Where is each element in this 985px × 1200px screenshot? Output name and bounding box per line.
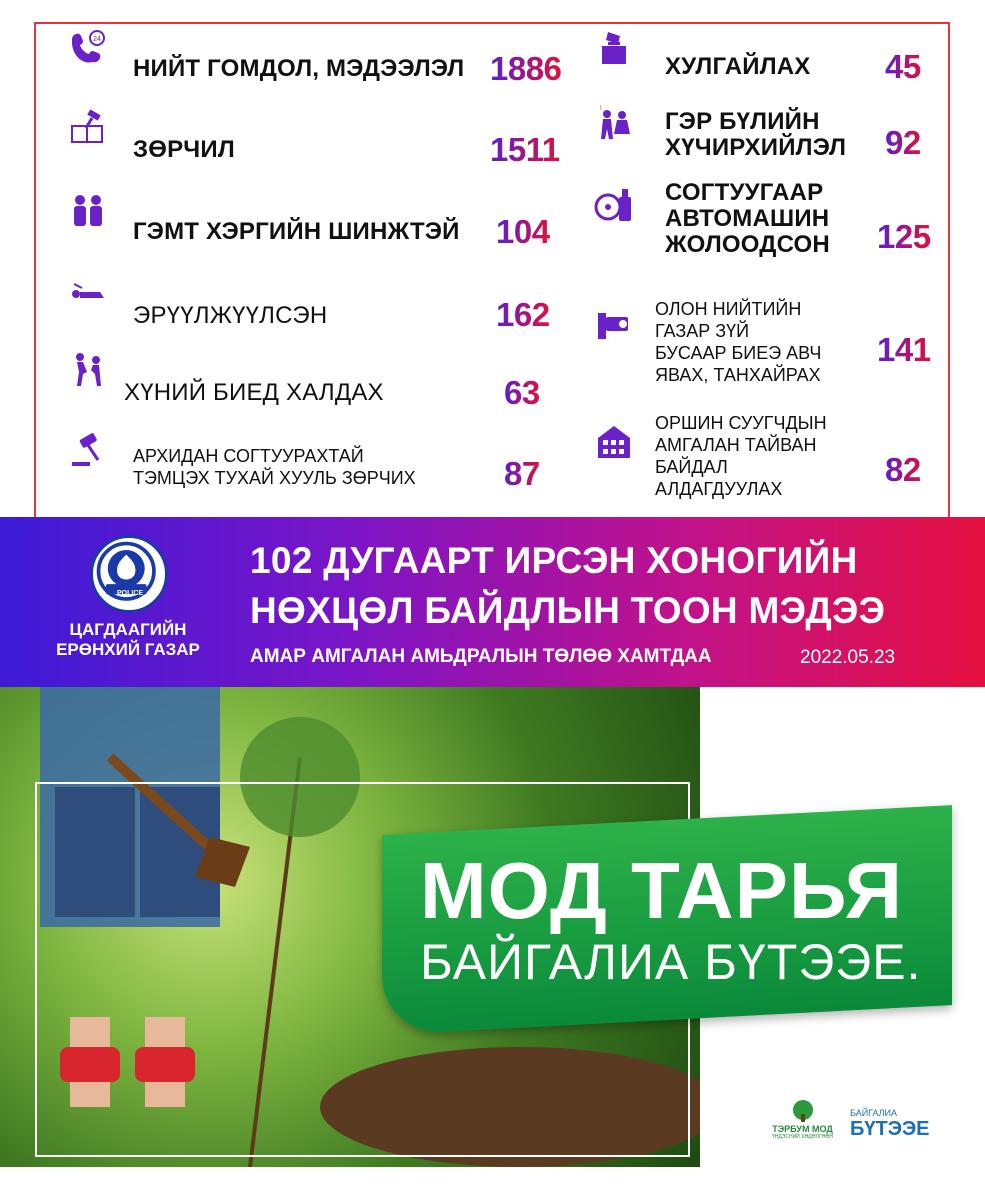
stat-value: 1511	[490, 131, 560, 168]
organization-name	[38, 620, 218, 661]
org-line: ЦАГДААГИЙН	[69, 620, 187, 639]
logo-text: POLICE	[116, 590, 144, 597]
stat-value: 92	[885, 124, 921, 161]
stat-label-line: БАЙДАЛ	[655, 456, 728, 477]
police-emblem-icon	[93, 538, 165, 610]
stat-value: 104	[496, 213, 550, 250]
banner-date: 2022.05.23	[800, 647, 896, 668]
logo-line: БАЙГАЛИА	[850, 1108, 898, 1118]
stat-label-line: ОЛОН НИЙТИЙН	[655, 299, 802, 319]
tree-logo-icon	[783, 1100, 823, 1122]
stat-label: ГЭМТ ХЭРГИЙН ШИНЖТЭЙ	[133, 218, 460, 245]
stat-value: 82	[885, 451, 921, 488]
stat-label-line: ЯВАХ, ТАНХАЙРАХ	[655, 364, 821, 385]
stat-value: 1886	[490, 50, 562, 87]
stat-label	[665, 180, 830, 258]
stat-label-line: СОГТУУГААР	[665, 179, 824, 206]
stat-label-line: ЖОЛООДСОН	[665, 230, 830, 258]
lying-person-icon	[66, 270, 110, 314]
stat-label-line: ГЭР БҮЛИЙН	[665, 108, 820, 135]
stat-label: ЗӨРЧИЛ	[133, 136, 235, 163]
apartment-icon	[592, 420, 636, 464]
stat-label-line: АМГАЛАН ТАЙВАН	[655, 434, 817, 455]
stat-label: ХҮНИЙ БИЕД ХАЛДАХ	[124, 379, 384, 406]
stat-label: НИЙТ ГОМДОЛ, МЭДЭЭЛЭЛ	[133, 55, 465, 82]
stat-value: 63	[504, 374, 540, 411]
violation-icon	[66, 106, 110, 150]
banner-title-line: НӨХЦӨЛ БАЙДЛЫН ТООН МЭДЭЭ	[250, 590, 886, 631]
cctv-icon	[592, 303, 636, 347]
campaign-subtitle: БАЙГАЛИА БҮТЭЭЕ.	[420, 934, 922, 990]
baigalia-buteee-logo	[850, 1108, 930, 1141]
campaign-title: МОД ТАРЬЯ	[420, 846, 903, 935]
stat-value: 125	[877, 218, 931, 255]
drunk-driving-icon	[592, 183, 636, 227]
domestic-violence-icon	[592, 102, 636, 146]
stat-value: 141	[877, 331, 931, 368]
theft-icon	[592, 26, 636, 70]
stat-label	[133, 446, 416, 490]
stat-label-line: АВТОМАШИН	[665, 204, 830, 232]
police-officers-icon	[66, 188, 110, 232]
stat-value: 162	[496, 296, 550, 333]
logo-line: ТЭРБУМ МОД	[772, 1124, 833, 1134]
logo-line: ҮНДЭСНИЙ ХӨДӨЛГӨӨН	[772, 1134, 834, 1140]
stat-label	[665, 109, 846, 161]
banner-title-line: 102 ДУГААРТ ИРСЭН ХОНОГИЙН	[250, 540, 858, 581]
stat-label-line: АЛДАГДУУЛАХ	[655, 478, 783, 499]
stat-label-line: ТЭМЦЭХ ТУХАЙ ХУУЛЬ ЗӨРЧИХ	[133, 467, 416, 488]
stat-label: ЭРҮҮЛЖҮҮЛСЭН	[133, 302, 328, 329]
logo-line: БҮТЭЭЕ	[850, 1118, 930, 1140]
banner-slogan: АМАР АМГАЛАН АМЬДРАЛЫН ТӨЛӨӨ ХАМТДАА	[250, 646, 712, 667]
police-logo	[90, 535, 168, 613]
terbum-mod-logo	[772, 1100, 833, 1140]
gavel-icon	[66, 428, 110, 472]
stat-label-line: ХҮЧИРХИЙЛЭЛ	[665, 133, 847, 161]
assault-icon	[66, 348, 110, 392]
org-line: ЕРӨНХИЙ ГАЗАР	[56, 640, 200, 660]
phone-24h-icon	[66, 26, 110, 70]
stat-value: 87	[504, 455, 540, 492]
stat-value: 45	[885, 48, 921, 85]
stat-label-line: ГАЗАР ЗҮЙ	[655, 320, 750, 341]
svg-text:24: 24	[93, 36, 101, 43]
svg-text:!: !	[600, 106, 602, 112]
stat-label-line: АРХИДАН СОГТУУРАХТАЙ	[133, 446, 364, 466]
stat-label	[655, 413, 827, 501]
stat-label-line: БУСААР БИЕЭ АВЧ	[655, 342, 822, 363]
stat-label: ХУЛГАЙЛАХ	[665, 53, 811, 80]
stat-label	[655, 299, 821, 387]
stat-label-line: ОРШИН СУУГЧДЫН	[655, 413, 827, 433]
